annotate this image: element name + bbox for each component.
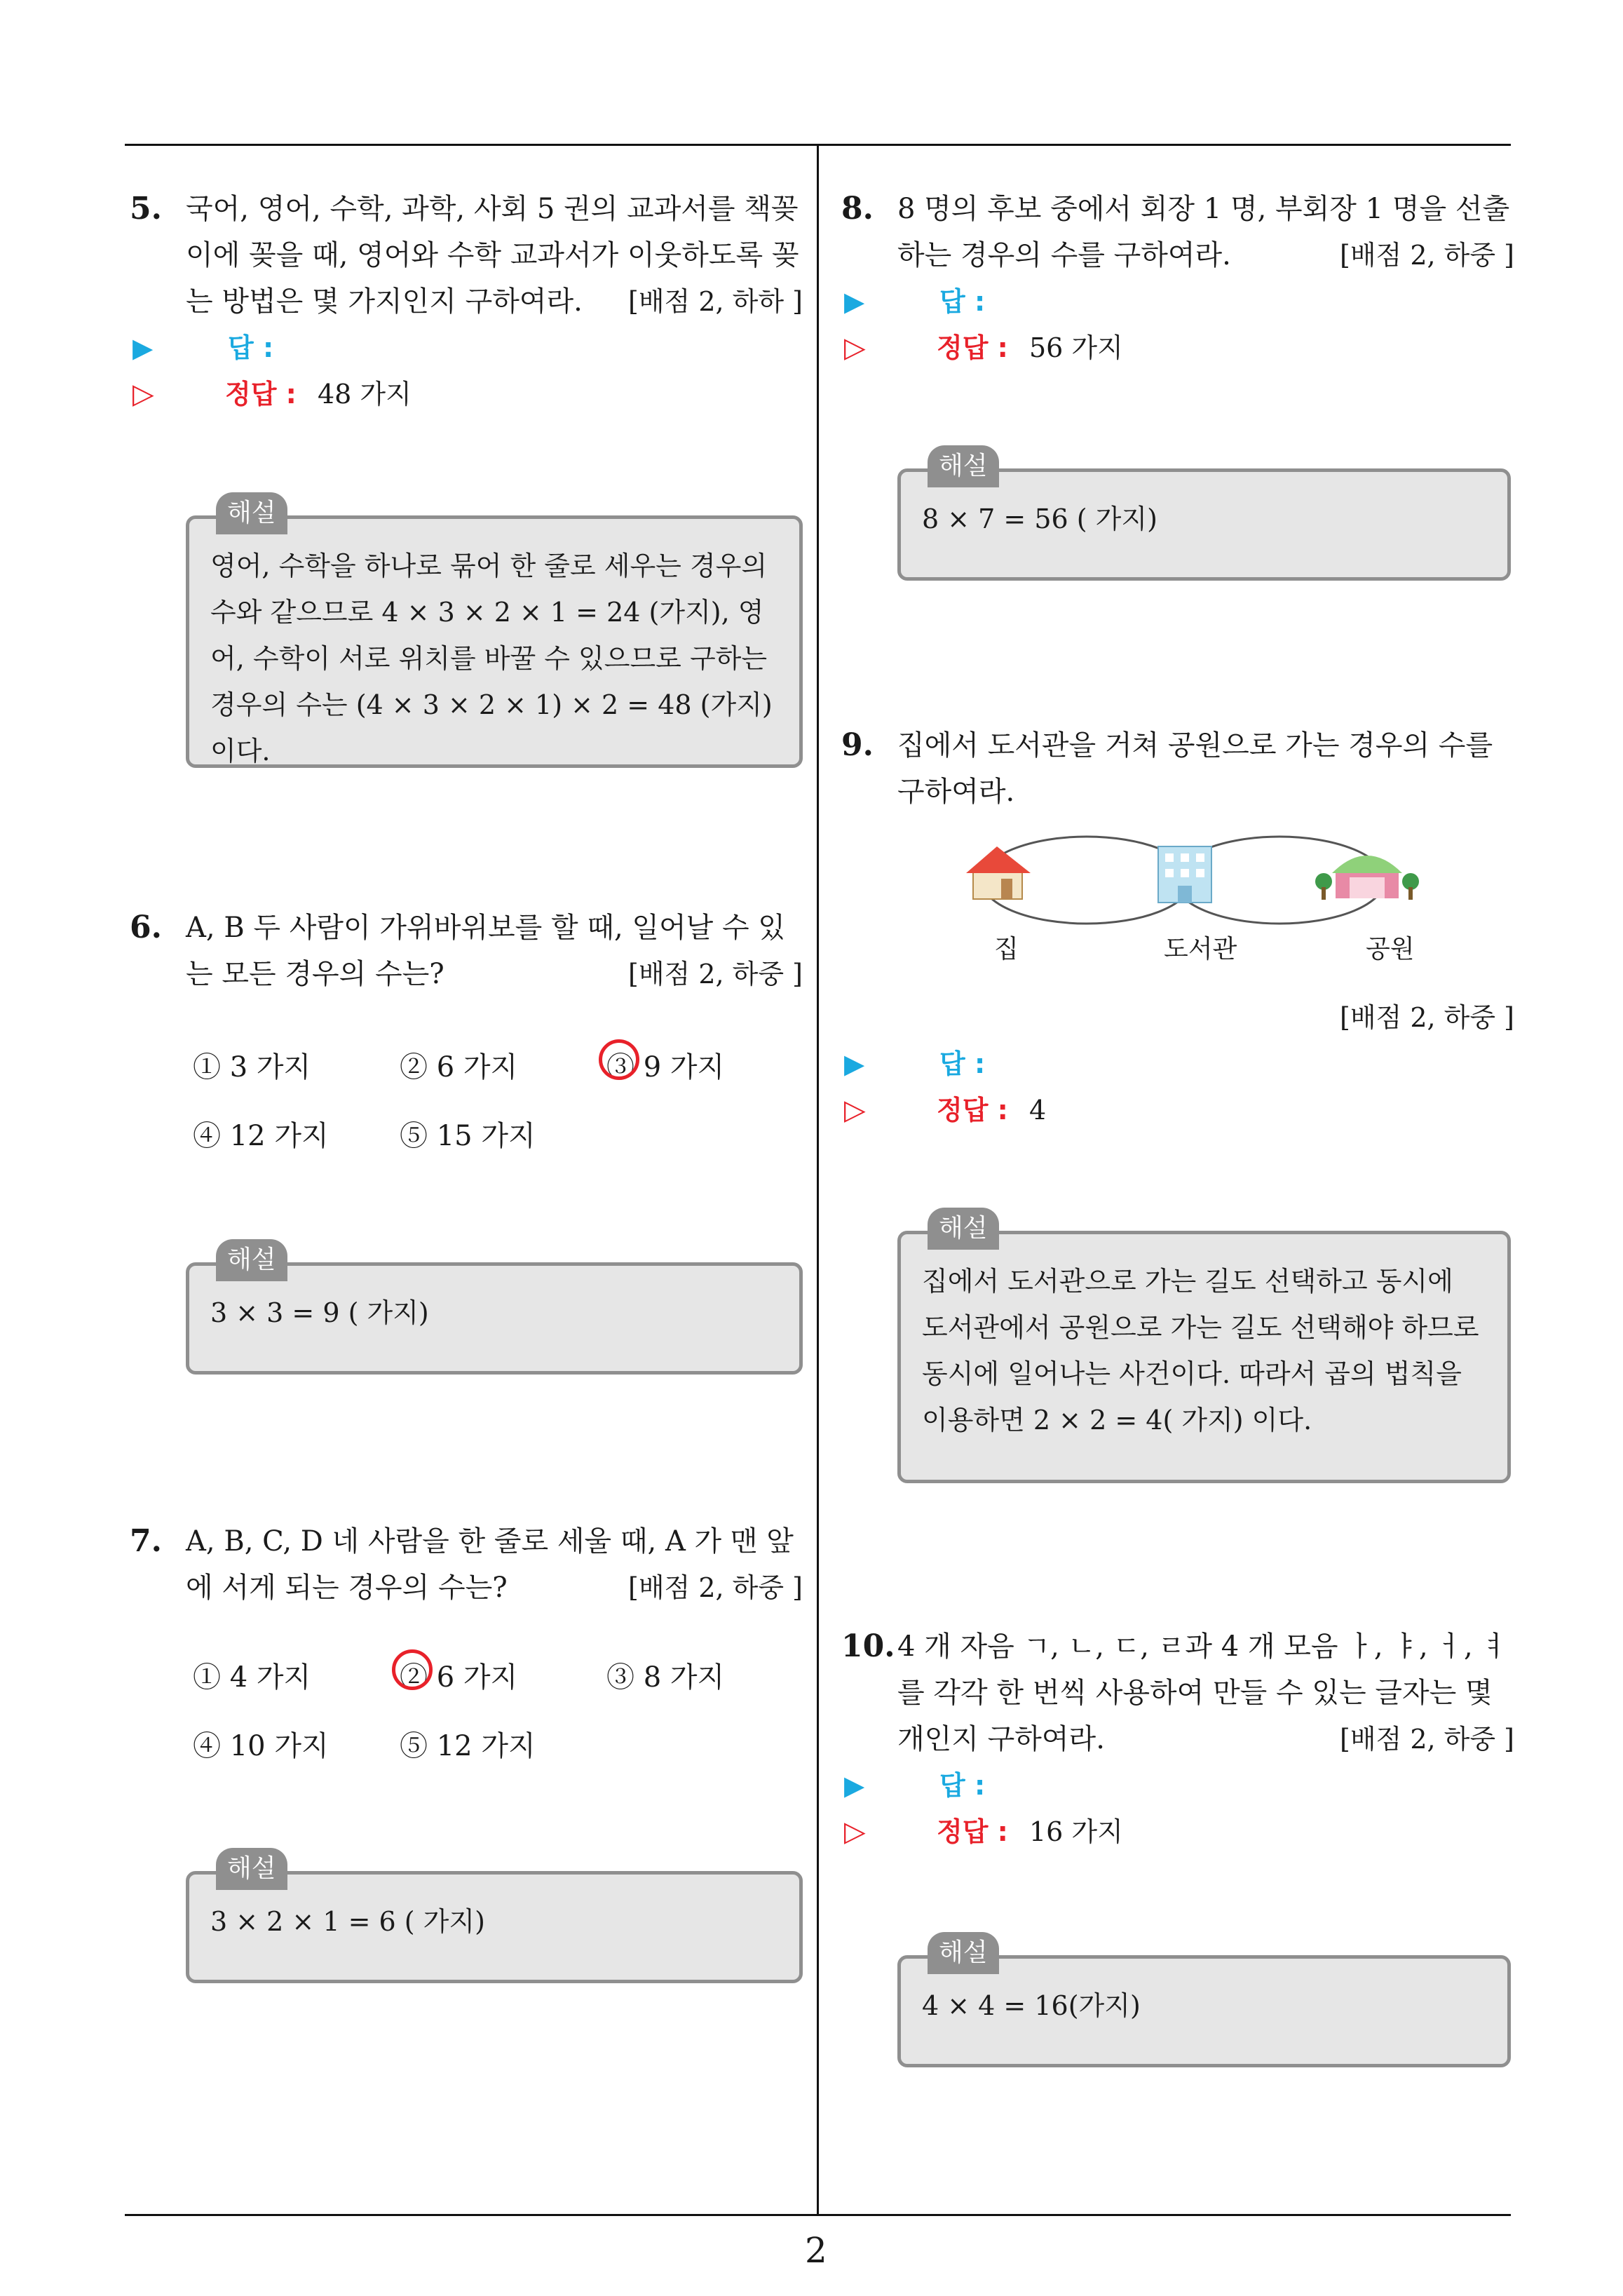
choice-2[interactable]: ② 6 가지 [400,1661,518,1694]
explanation-tag: 해설 [216,1239,287,1281]
correct-answer-row [130,371,803,417]
question-10 [841,1623,1514,1855]
choice-5[interactable]: ⑤ 12 가지 [400,1730,536,1762]
bottom-rule [125,2214,1511,2216]
correct-value: 48 가지 [317,379,412,410]
choice-1[interactable]: ① 4 가지 [193,1661,311,1694]
answer-row [841,1762,1514,1809]
question-5-text-block [130,186,803,325]
explanation-tag: 해설 [928,1932,999,1974]
question-9-text-block [841,722,1514,815]
question-number: 7. [130,1523,162,1559]
question-number: 8. [841,191,874,227]
explanation-text: 3 × 2 × 1 = 6 ( 가지) [210,1906,485,1937]
park-icon [1315,856,1419,900]
choice-4[interactable]: ④ 12 가지 [193,1120,329,1152]
explanation-box-10 [897,1938,1511,2067]
answer-row [130,325,803,371]
explanation-box-9 [897,1214,1511,1483]
question-text: 4 개 자음 ㄱ, ㄴ, ㄷ, ㄹ과 4 개 모음 ㅏ, ㅑ, ㅓ, ㅕ를 각각 한 번씩 사용하여 만들 수 있는 글자는 몇 개인지 구하여라. [897,1630,1509,1755]
explanation-text: 8 × 7 = 56 ( 가지) [922,504,1157,534]
explanation-tag: 해설 [216,492,287,534]
question-number: 9. [841,727,874,763]
score-meta: [배점 2, 하중 ] [1340,1724,1514,1755]
explanation-box-5 [186,499,803,768]
choices-7 [193,1655,796,1762]
answer-input[interactable] [993,1045,1204,1073]
correct-triangle-icon: ▷ [844,332,866,364]
choice-3[interactable]: ③ 9 가지 [606,1051,725,1083]
selected-circle-mark [599,1039,639,1080]
answer-row [841,1041,1514,1087]
explanation-tag: 해설 [928,445,999,487]
correct-answer-row [841,1087,1514,1133]
correct-answer-row [841,1809,1514,1855]
question-8-text-block [841,186,1514,278]
house-icon [966,846,1031,899]
question-7-text-block [130,1518,803,1611]
question-number: 10. [841,1628,895,1664]
diagram-label-house: 집 [994,935,1019,964]
correct-label: 정답 : [937,332,1008,363]
answer-triangle-icon: ▶ [844,1048,865,1079]
question-text: A, B, C, D 네 사람을 한 줄로 세울 때, A 가 맨 앞에 서게 되는 경우의 수는? [186,1525,794,1604]
diagram-label-library: 도서관 [1164,935,1237,964]
choice-1[interactable]: ① 3 가지 [193,1051,311,1083]
question-8 [841,186,1514,371]
question-number: 5. [130,191,162,227]
selected-circle-mark [392,1649,433,1690]
correct-triangle-icon: ▷ [844,1094,866,1126]
answer-label: 답 : [939,286,986,317]
question-9 [841,722,1514,815]
correct-label: 정답 : [937,1816,1008,1847]
score-meta: [배점 2, 하중 ] [628,1572,803,1603]
correct-value: 56 가지 [1028,332,1123,363]
answer-label: 답 : [939,1770,986,1801]
answer-input[interactable] [993,283,1204,311]
correct-label: 정답 : [937,1095,1008,1126]
question-6 [130,905,803,997]
route-diagram [960,831,1451,943]
answer-triangle-icon: ▶ [844,1770,865,1801]
explanation-box-6 [186,1245,803,1375]
explanation-text: 집에서 도서관으로 가는 길도 선택하고 동시에 도서관에서 공원으로 가는 길도 선택해야 하므로 동시에 일어나는 사건이다. 따라서 곱의 법칙을 이용하면 2 × 2 = 4( 가지) 이다. [922,1266,1479,1436]
choice-4[interactable]: ④ 10 가지 [193,1730,329,1762]
question-6-text-block [130,905,803,997]
choice-5[interactable]: ⑤ 15 가지 [400,1120,536,1152]
correct-value: 4 [1028,1095,1047,1126]
score-meta: [배점 2, 하중 ] [1340,1002,1514,1033]
explanation-text: 4 × 4 = 16(가지) [922,1990,1141,2021]
answer-triangle-icon: ▶ [844,286,865,317]
explanation-text: 3 × 3 = 9 ( 가지) [210,1297,429,1328]
score-meta: [배점 2, 하중 ] [1340,240,1514,271]
explanation-tag: 해설 [928,1208,999,1250]
question-text: 8 명의 후보 중에서 회장 1 명, 부회장 1 명을 선출하는 경우의 수를 구하여라. [897,193,1510,271]
question-number: 6. [130,910,162,945]
score-meta: [배점 2, 하하 ] [628,286,803,317]
correct-value: 16 가지 [1028,1816,1123,1847]
correct-answer-row [841,325,1514,371]
choice-3[interactable]: ③ 8 가지 [606,1661,725,1694]
correct-triangle-icon: ▷ [844,1816,866,1848]
page-number: 2 [805,2230,827,2271]
question-7 [130,1518,803,1611]
question-text: A, B 두 사람이 가위바위보를 할 때, 일어날 수 있는 모든 경우의 수는? [186,912,786,990]
correct-triangle-icon: ▷ [133,378,154,410]
choice-2[interactable]: ② 6 가지 [400,1051,518,1083]
question-5 [130,186,803,417]
correct-label: 정답 : [225,379,297,410]
question-10-text-block [841,1623,1514,1762]
question-text: 집에서 도서관을 거쳐 공원으로 가는 경우의 수를 구하여라. [897,729,1493,808]
explanation-box-8 [897,452,1511,581]
answer-row [841,278,1514,325]
answer-input[interactable] [993,1767,1204,1795]
question-text: 국어, 영어, 수학, 과학, 사회 5 권의 교과서를 책꽂이에 꽂을 때, 영어와 수학 교과서가 이웃하도록 꽂는 방법은 몇 가지인지 구하여라. [186,193,799,318]
question-9-answers [841,994,1514,1133]
answer-input[interactable] [282,329,492,357]
answer-triangle-icon: ▶ [133,332,154,363]
column-divider [817,144,819,2216]
choices-6 [193,1045,796,1152]
diagram-label-park: 공원 [1366,935,1415,964]
explanation-text: 영어, 수학을 하나로 묶어 한 줄로 세우는 경우의 수와 같으므로 4 × 3 × 2 × 1 = 24 (가지), 영어, 수학이 서로 위치를 바꿀 수 있으므로 구하는 경우의 수는 (4 × 3 × 2 × 1) × 2 = 48 (가지)이다. [210,551,773,767]
answer-label: 답 : [939,1048,986,1079]
explanation-tag: 해설 [216,1848,287,1890]
score-meta: [배점 2, 하중 ] [628,959,803,990]
explanation-box-7 [186,1854,803,1983]
library-icon [1158,846,1211,903]
answer-label: 답 : [228,332,274,363]
